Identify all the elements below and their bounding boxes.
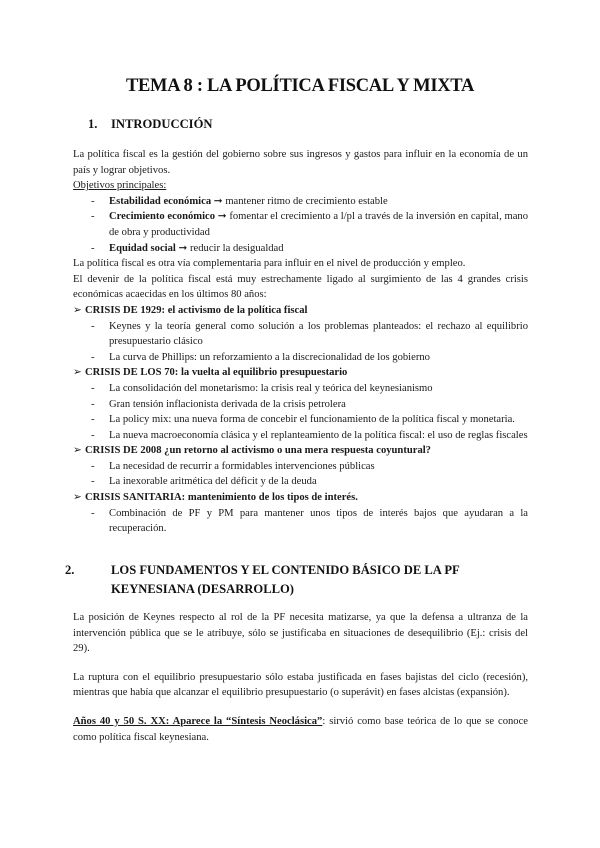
list-item-text: Keynes y la teoría general como solución a los problemas planteados: el rechazo al equilibrio presupuestario clásico — [109, 320, 528, 348]
section-1-heading — [88, 117, 212, 132]
list-item-text: La policy mix: una nueva forma de concebir el funcionamiento de la política fiscal y monetaria. — [109, 414, 515, 426]
section-1-title: INTRODUCCIÓN — [111, 117, 213, 131]
paragraph: La ruptura con el equilibrio presupuestario sólo estaba justificada en fases bajistas del ciclo (recesión), mientras que había que alcanzar el equilibrio presupuestario (o superávit) en fases alcistas (expansión). — [73, 671, 528, 699]
list-item-text: La necesidad de recurrir a formidables intervenciones públicas — [109, 460, 375, 472]
arrow-icon: ➞ — [211, 195, 226, 207]
section-2-body — [73, 610, 528, 745]
section-2-title: LOS FUNDAMENTOS Y EL CONTENIDO BÁSICO DE LA PF KEYNESIANA (DESARROLLO) — [111, 563, 460, 596]
list-item: - La curva de Phillips: un reforzamiento a la discrecionalidad de los gobierno — [91, 351, 430, 363]
section-2-number: 2. — [65, 563, 75, 577]
list-item-text: Gran tensión inflacionista derivada de la crisis petrolera — [109, 398, 346, 410]
crisis-heading — [73, 303, 528, 319]
crisis-title: CRISIS DE LOS 70: la vuelta al equilibrio presupuestario — [85, 367, 348, 379]
objective-term: Crecimiento económico — [109, 211, 216, 223]
list-item: - La inexorable aritmética del déficit y de la deuda — [91, 476, 317, 488]
list-item: - La consolidación del monetarismo: la crisis real y teórica del keynesianismo — [91, 382, 433, 394]
list-item-text: La inexorable aritmética del déficit y de la deuda — [109, 476, 317, 488]
intro-paragraph: La política fiscal es la gestión del gobierno sobre sus ingresos y gastos para influir en la economía de un país y lograr objetivos. — [73, 149, 528, 176]
list-item-text: La curva de Phillips: un reforzamiento a la discrecionalidad de los gobierno — [109, 351, 430, 363]
arrow-icon: ➞ — [175, 242, 191, 254]
arrowhead-bullet-icon: ➢ — [73, 367, 82, 379]
objective-item: - Equidad social ➞ reducir la desigualdad — [91, 242, 284, 254]
objective-desc: reducir la desigualdad — [190, 242, 284, 254]
arrowhead-bullet-icon: ➢ — [73, 492, 82, 504]
list-item-text: La nueva macroeconomía clásica y el replanteamiento de la política fiscal: el uso de reglas fiscales — [109, 429, 528, 441]
objectives-label: Objetivos principales: — [73, 180, 167, 192]
list-item: - La nueva macroeconomía clásica y el replanteamiento de la política fiscal: el uso de reglas fiscales — [91, 429, 528, 441]
crisis-heading — [73, 490, 528, 506]
objective-item: - Estabilidad económica ➞ mantener ritmo de crecimiento estable — [91, 195, 388, 207]
paragraph: El devenir de la política fiscal está muy estrechamente ligado al surgimiento de las 4 grandes crisis económicas acaecidas en los últimos 80 años: — [73, 273, 528, 301]
objective-desc: fomentar el crecimiento a l/pl a través de la inversión en capital, mano de obra y productividad — [109, 211, 528, 238]
section-1-body — [73, 147, 528, 537]
synthesis-text: : sirvió como base teórica de lo que se conoce como política fiscal keynesiana. — [73, 715, 528, 743]
paragraph — [73, 714, 528, 745]
arrowhead-bullet-icon: ➢ — [73, 445, 82, 457]
page-title: TEMA 8 : LA POLÍTICA FISCAL Y MIXTA — [125, 76, 475, 96]
objective-term: Estabilidad económica — [109, 195, 212, 207]
crisis-title: CRISIS SANITARIA: mantenimiento de los tipos de interés. — [85, 492, 358, 504]
crisis-title: CRISIS DE 2008 ¿un retorno al activismo o una mera respuesta coyuntural? — [85, 445, 431, 457]
list-item-text: La consolidación del monetarismo: la crisis real y teórica del keynesianismo — [109, 382, 433, 394]
list-item: - La policy mix: una nueva forma de concebir el funcionamiento de la política fiscal y monetaria. — [91, 414, 515, 426]
objective-desc: mantener ritmo de crecimiento estable — [225, 195, 388, 207]
crisis-heading — [73, 365, 528, 381]
section-1-number: 1. — [88, 117, 98, 131]
arrow-icon: ➞ — [215, 211, 230, 223]
arrowhead-bullet-icon: ➢ — [73, 304, 82, 316]
list-item: - Keynes y la teoría general como solución a los problemas planteados: el rechazo al equilibrio presupuestario clásico — [91, 320, 528, 348]
section-2-heading — [65, 561, 538, 599]
crisis-heading — [73, 443, 528, 459]
list-item: - Combinación de PF y PM para mantener unos tipos de interés bajos que ayudaran a la recuperación. — [91, 507, 528, 535]
paragraph: La posición de Keynes respecto al rol de la PF necesita matizarse, ya que la defensa a ultranza de la intervención pública que se le atribuye, sólo se justificaba en situaciones de desequilibrio (Ej.: crisis del 29). — [73, 612, 528, 655]
list-item: - La necesidad de recurrir a formidables intervenciones públicas — [91, 460, 375, 472]
list-item-text: Combinación de PF y PM para mantener unos tipos de interés bajos que ayudaran a la recuperación. — [109, 507, 528, 535]
crisis-title: CRISIS DE 1929: el activismo de la política fiscal — [85, 304, 308, 316]
list-item: - Gran tensión inflacionista derivada de la crisis petrolera — [91, 398, 346, 410]
objective-term: Equidad social — [109, 242, 176, 254]
paragraph: La política fiscal es otra vía complementaria para influir en el nivel de producción y empleo. — [73, 258, 466, 270]
synthesis-lead: Años 40 y 50 S. XX: Aparece la “Síntesis Neoclásica” — [73, 715, 323, 727]
objective-item: - Crecimiento económico ➞ fomentar el crecimiento a l/pl a través de la inversión en capital, mano de obra y productividad — [91, 211, 528, 238]
